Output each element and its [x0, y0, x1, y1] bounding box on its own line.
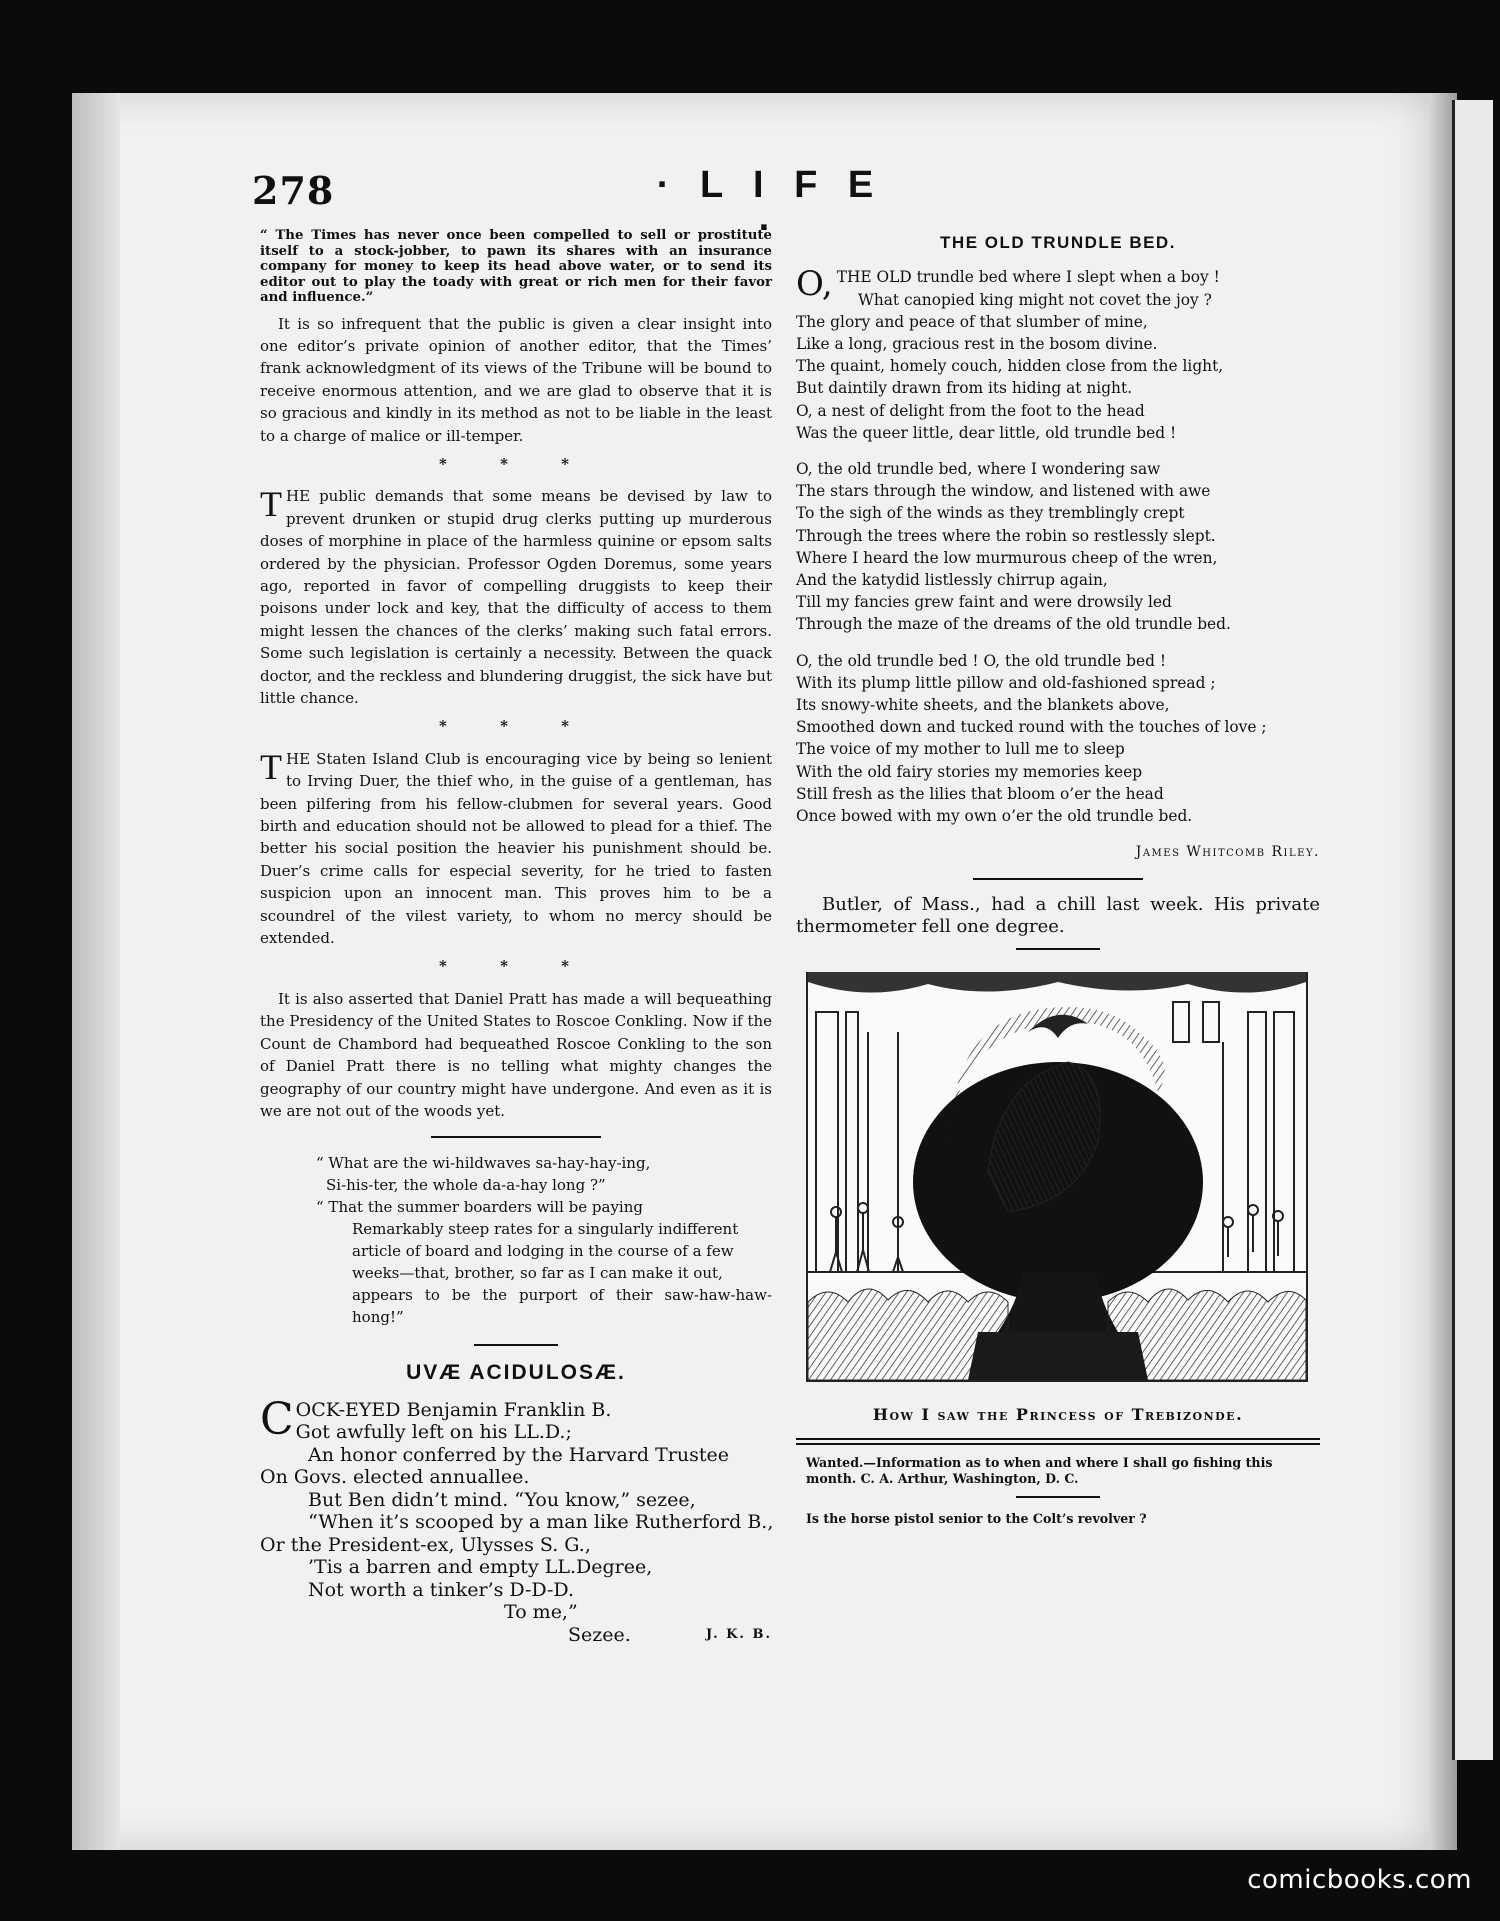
verse-line: article of board and lodging in the course of a few [352, 1242, 734, 1261]
masthead-title: · L I F E · [656, 164, 884, 249]
poem-line: ’Tis a barren and empty LL.Degree, [308, 1556, 653, 1579]
verse-line: “ That the summer boarders will be paying [316, 1198, 643, 1217]
drop-cap: C [260, 1393, 294, 1445]
editorial-paragraph-3 [260, 748, 772, 950]
poem-line: The stars through the window, and listened with awe [796, 482, 1211, 501]
poem-line: The glory and peace of that slumber of mine, [796, 312, 1148, 331]
poem-line: O, the old trundle bed ! O, the old trundle bed ! [796, 651, 1167, 670]
poem-line: Once bowed with my own o’er the old trundle bed. [796, 807, 1193, 826]
horizontal-rule [1016, 1496, 1100, 1498]
wanted-notice: Wanted.—Information as to when and where I shall go fishing this month. C. A. Arthur, Washington, D. C. [806, 1455, 1273, 1486]
verse-line: “ What are the wi-hildwaves sa-hay-hay-ing, [316, 1154, 651, 1173]
illustration-caption: How I saw the Princess of Trebizonde. [872, 1404, 1244, 1424]
verse-line: Remarkably steep rates for a singularly indifferent [352, 1220, 739, 1239]
poem-line: With its plump little pillow and old-fashioned spread ; [796, 673, 1216, 692]
poem-line: Was the queer little, dear little, old trundle bed ! [796, 423, 1177, 442]
times-quote: “ The Times has never once been compelled to sell or prostitute itself to a stock-jobber, to pawn its shares with an insurance company for money to keep its head above water, or to send its editor out to play the toady with great or rich men for their favor and influence.” [260, 228, 772, 305]
left-column [260, 228, 772, 1646]
poem-line: To me,” [504, 1601, 578, 1624]
drop-cap: T [260, 746, 282, 787]
editorial-paragraph-4: It is also asserted that Daniel Pratt has made a will bequeathing the Presidency of the United States to Roscoe Conkling. Now if the Count de Chambord had bequeathed Roscoe Conkling to the son of Daniel Pratt there is no telling what mighty changes the geography of our country might have undergone. And even as it is we are not out of the woods yet. [260, 989, 772, 1120]
poem-line: The voice of my mother to lull me to sleep [796, 740, 1125, 759]
section-divider-stars: * * * [439, 454, 593, 473]
stanza-3 [796, 650, 1320, 828]
editorial-paragraph-1: It is so infrequent that the public is given a clear insight into one editor’s private opinion of another editor, that the Times’ frank acknowledgment of its views of the Tribune will be bound to receive enormous attention, and we are glad to observe that it is so gracious and kindly in its method as not to be liable in the least to a charge of malice or ill-temper. [260, 314, 772, 445]
paragraph-text: HE Staten Island Club is encouraging vice by being so lenient to Irving Duer, the thief who, in the guise of a gentleman, has been pilfering from his fellow-clubmen for several years. Good birth and education should not be allowed to plead for a thief. The better his social position the heavier his punishment should be. Duer’s crime calls for especial severity, for he tried to fasten suspicion upon an innocent man. This proves him to be a scoundrel of the vilest variety, to whom no mercy should be extended. [260, 749, 772, 948]
horizontal-rule [431, 1136, 601, 1138]
poem-line: Its snowy-white sheets, and the blankets above, [796, 696, 1170, 715]
poem-author: James Whitcomb Riley. [1135, 844, 1320, 861]
poem-uvae [260, 1393, 774, 1647]
paragraph-text: HE public demands that some means be devised by law to prevent drunken or stupid drug clerks putting up murderous doses of morphine in place of the harmless quinine or epsom salts ordered by the physician. Professor Ogden Doremus, some years ago, reported in favor of compelling druggists to keep their poisons under lock and key, that the difficulty of access to them might lessen the chances of the clerks’ making such fatal errors. Some such legislation is certainly a necessity. Between the quack doctor, and the reckless and blundering druggist, the sick have but little chance. [260, 487, 772, 707]
poem-line: Through the trees where the robin so restlessly slept. [796, 526, 1216, 545]
poem-line: “When it’s scooped by a man like Rutherford B., [308, 1511, 774, 1534]
poem-line: Like a long, gracious rest in the bosom divine. [796, 335, 1158, 354]
poem-line: On Govs. elected annuallee. [260, 1466, 530, 1489]
section-divider-stars: * * * [439, 957, 593, 976]
next-page-edge [1452, 100, 1493, 1760]
poem-line: OCK-EYED Benjamin Franklin B. [295, 1398, 612, 1421]
poem-line: Smoothed down and tucked round with the touches of love ; [796, 718, 1267, 737]
theater-hat-drawing [808, 972, 1306, 1380]
colt-joke: Is the horse pistol senior to the Colt’s revolver ? [806, 1511, 1147, 1527]
butler-joke: Butler, of Mass., had a chill last week. His private thermometer fell one degree. [796, 893, 1320, 937]
poem-line: O, the old trundle bed, where I wondering saw [796, 460, 1161, 479]
page-number: 278 [252, 168, 335, 213]
poem-line: Where I heard the low murmurous cheep of the wren, [796, 548, 1218, 567]
poem-line: The quaint, homely couch, hidden close from the light, [796, 357, 1224, 376]
poem-line: O, a nest of delight from the foot to the head [796, 401, 1145, 420]
poem-line: What canopied king might not covet the joy ? [858, 290, 1212, 309]
page-edge [72, 93, 120, 1850]
poem-line: To the sigh of the winds as they tremblingly crept [796, 504, 1185, 523]
verse-line: Si-his-ter, the whole da-a-hay long ?” [326, 1176, 606, 1195]
horizontal-rule [474, 1344, 558, 1346]
stanza-2 [796, 458, 1320, 636]
poem-title-uvae: UVÆ ACIDULOSÆ. [406, 1361, 626, 1385]
princess-illustration [806, 972, 1308, 1382]
poem-line: Through the maze of the dreams of the old trundle bed. [796, 615, 1231, 634]
drop-cap: T [260, 484, 282, 525]
poem-line: Got awfully left on his LL.D.; [295, 1421, 572, 1444]
poem-line: Not worth a tinker’s D-D-D. [308, 1578, 575, 1601]
horizontal-rule [1016, 948, 1100, 950]
poem-title-trundle: THE OLD TRUNDLE BED. [940, 233, 1176, 252]
poem-line: Or the President-ex, Ulysses S. G., [260, 1533, 591, 1556]
poem-line: Sezee. [568, 1623, 631, 1646]
poem-line: Still fresh as the lilies that bloom o’er the head [796, 784, 1164, 803]
poem-line: THE OLD trundle bed where I slept when a boy ! [836, 268, 1220, 287]
double-rule [796, 1438, 1320, 1445]
poem-signature: J. K. B. [705, 1626, 772, 1642]
poem-line: Till my fancies grew faint and were drowsily led [796, 593, 1172, 612]
poem-trundle-bed [796, 266, 1320, 827]
drop-cap: O, [796, 264, 833, 305]
verse-line: weeks—that, brother, so far as I can make it out, [352, 1264, 723, 1283]
right-column [796, 228, 1320, 1531]
poem-line: But Ben didn’t mind. “You know,” sezee, [308, 1488, 696, 1511]
section-divider-stars: * * * [439, 717, 593, 736]
poem-line: With the old fairy stories my memories keep [796, 762, 1143, 781]
poem-line: And the katydid listlessly chirrup again, [796, 571, 1108, 590]
stanza-1 [796, 266, 1320, 444]
poem-line: But daintily drawn from its hiding at night. [796, 379, 1133, 398]
editorial-paragraph-2 [260, 485, 772, 709]
site-watermark: comicbooks.com [1247, 1865, 1472, 1895]
horizontal-rule [973, 878, 1143, 880]
poem-line: An honor conferred by the Harvard Trustee [308, 1443, 729, 1466]
waves-verse [316, 1152, 772, 1328]
verse-line: appears to be the purport of their saw-haw-haw-hong!” [352, 1286, 772, 1327]
